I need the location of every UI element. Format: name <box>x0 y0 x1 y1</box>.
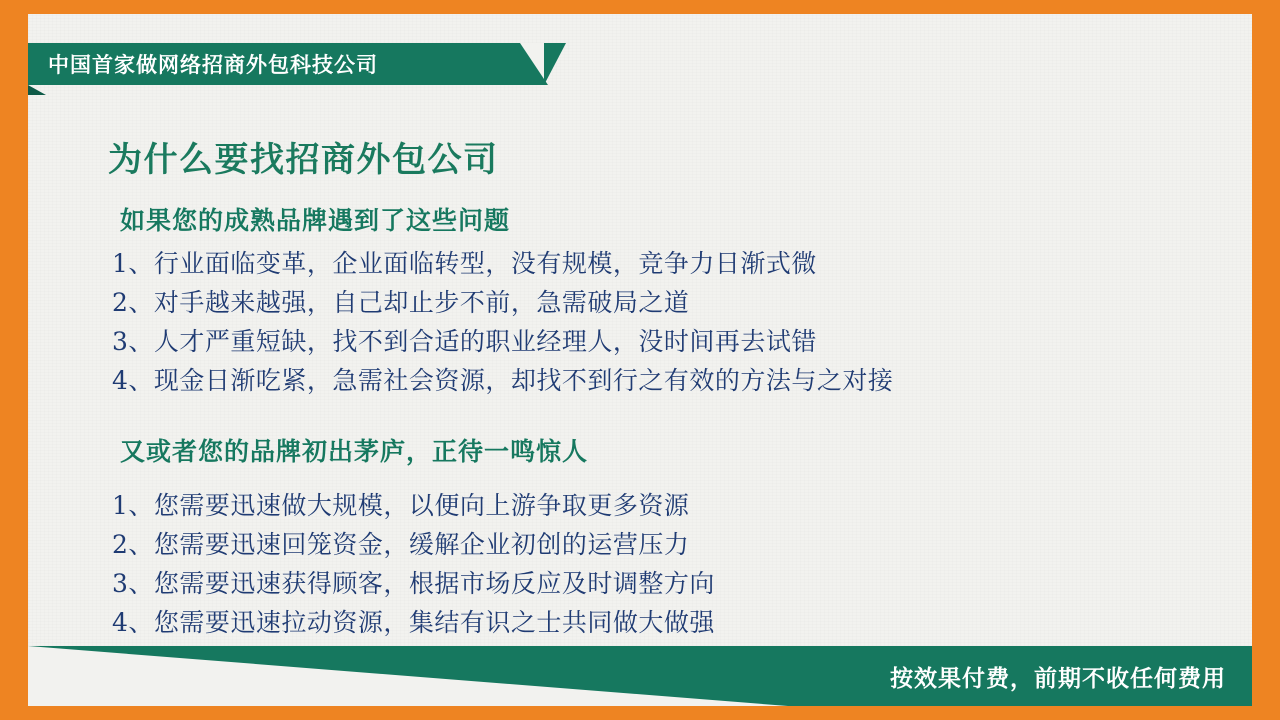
list-item: 1、行业面临变革，企业面临转型，没有规模，竞争力日渐式微 <box>112 249 817 278</box>
header-ribbon <box>28 43 548 85</box>
header-ribbon-label: 中国首家做网络招商外包科技公司 <box>48 54 378 77</box>
list-item: 2、对手越来越强，自己却止步不前，急需破局之道 <box>112 288 690 317</box>
footer-bar <box>28 646 1252 706</box>
list-item: 2、您需要迅速回笼资金，缓解企业初创的运营压力 <box>112 530 690 559</box>
section-heading-newbrand: 又或者您的品牌初出茅庐，正待一鸣惊人 <box>120 438 589 466</box>
list-item: 4、您需要迅速拉动资源，集结有识之士共同做大做强 <box>112 608 715 637</box>
list-item: 3、您需要迅速获得顾客，根据市场反应及时调整方向 <box>112 569 715 598</box>
page-title: 为什么要找招商外包公司 <box>108 141 499 179</box>
list-item: 1、您需要迅速做大规模，以便向上游争取更多资源 <box>112 491 690 520</box>
list-item: 4、现金日渐吃紧，急需社会资源，却找不到行之有效的方法与之对接 <box>112 366 894 395</box>
ribbon-tail-shape <box>544 43 566 85</box>
footer-cut-shape <box>28 646 788 706</box>
newbrand-list <box>112 486 715 642</box>
slide-page-panel <box>28 14 1252 706</box>
ribbon-fold-shape <box>28 85 46 95</box>
footer-label: 按效果付费，前期不收任何费用 <box>890 664 1226 691</box>
problem-list <box>112 244 893 400</box>
list-item: 3、人才严重短缺，找不到合适的职业经理人，没时间再去试错 <box>112 327 817 356</box>
section-heading-problems: 如果您的成熟品牌遇到了这些问题 <box>120 207 511 235</box>
